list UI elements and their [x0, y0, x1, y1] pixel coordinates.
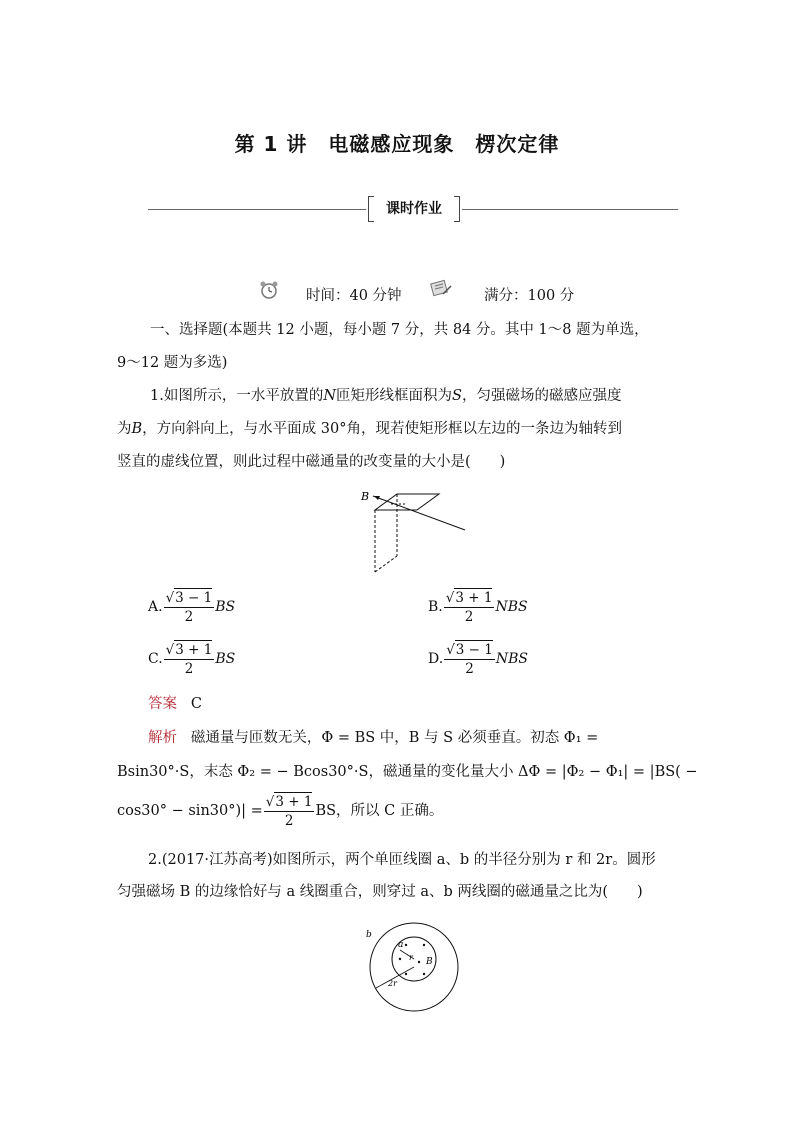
analysis-text: BS，所以 C 正确。 — [315, 803, 444, 819]
option-a-tail: BS — [215, 599, 236, 615]
option-c[interactable] — [148, 640, 235, 678]
analysis-text: 磁通量与匝数无关，Φ = BS 中，B 与 S 必须垂直。初态 Φ₁ = — [190, 730, 599, 746]
alarm-clock-icon — [258, 280, 280, 300]
field-dot — [405, 944, 407, 946]
label-a: a — [398, 940, 404, 950]
q1-line3: 竖直的虚线位置，则此过程中磁通量的改变量的大小是( ) — [117, 454, 506, 470]
field-dot — [423, 944, 425, 946]
option-c-letter: C. — [148, 651, 163, 667]
option-b-letter: B. — [428, 599, 443, 615]
label-r: r — [409, 953, 413, 962]
q2-line2: 匀强磁场 B 的边缘恰好与 a 线圈重合，则穿过 a、b 两线圈的磁通量之比为( ) — [117, 884, 643, 900]
option-d-letter: D. — [428, 651, 444, 667]
label-B: B — [426, 957, 433, 967]
q1-text-part: ，方向斜向上，与水平面成 30°角，现若使矩形框以左边的一条边为轴转到 — [142, 421, 622, 437]
option-b-tail: NBS — [495, 599, 528, 615]
q1-analysis-line3 — [117, 792, 443, 830]
answer-value: C — [190, 696, 202, 712]
field-dot — [405, 973, 407, 975]
option-b[interactable] — [428, 588, 528, 626]
option-a-denominator: 2 — [184, 609, 194, 625]
field-dot — [423, 973, 425, 975]
option-d-numerator: 3 − 1 — [455, 642, 493, 658]
page-title: 第 1 讲 电磁感应现象 楞次定律 — [234, 132, 560, 156]
option-c-numerator: 3 + 1 — [175, 642, 213, 658]
option-c-fraction: $\frac{√3 + 1}{2}$ — [165, 642, 213, 677]
banner-bracket-right — [454, 196, 460, 222]
score-label: 满分：100 分 — [484, 288, 575, 304]
option-b-numerator: 3 + 1 — [455, 590, 493, 606]
analysis-text: cos30° − sin30°)| = — [117, 803, 263, 819]
q1-text-part: 为 — [117, 421, 132, 437]
q1-line2 — [117, 419, 622, 439]
banner-label: 课时作业 — [386, 201, 442, 217]
option-b-fraction: $\frac{√3 + 1}{2}$ — [445, 590, 493, 625]
banner — [368, 196, 460, 222]
analysis-fraction: $\frac{√3 + 1}{2}$ — [265, 794, 313, 829]
q1-text-part: ，匀强磁场的磁感应强度 — [461, 388, 622, 404]
q1-text-part: 匝矩形线框面积为 — [336, 388, 453, 404]
time-label: 时间：40 分钟 — [306, 288, 402, 304]
option-c-denominator: 2 — [184, 661, 194, 677]
option-c-tail: BS — [215, 651, 236, 667]
label-b: b — [366, 930, 372, 940]
field-dot — [418, 961, 420, 963]
frame-vertical-bottom — [375, 556, 397, 572]
q1-line1 — [150, 386, 621, 406]
option-a-numerator: 3 − 1 — [175, 590, 213, 606]
q1-analysis-line2: Bsin30°·S，末态 Φ₂ = − Bcos30°·S，磁通量的变化量大小 ΔΦ = |Φ₂ − Φ₁| = |BS( − — [117, 764, 698, 780]
section-instructions-line2: 9～12 题为多选) — [117, 355, 228, 371]
analysis-fraction-denominator: 2 — [284, 813, 294, 829]
banner-rule-right — [462, 209, 678, 210]
q1-figure-label-B: B — [361, 490, 370, 503]
q1-text-part: 1.如图所示，一水平放置的 — [150, 388, 324, 404]
option-d-tail: NBS — [495, 651, 529, 667]
section-instructions-line1: 一、选择题(本题共 12 小题，每小题 7 分，共 84 分。其中 1～8 题为单选， — [150, 322, 649, 338]
label-2r: 2r — [388, 979, 397, 988]
option-b-denominator: 2 — [464, 609, 474, 625]
q1-var-B: B — [131, 421, 143, 437]
option-a-fraction: $\frac{√3 - 1}{2}$ — [165, 590, 213, 625]
q2-figure — [362, 922, 466, 1012]
frame-horizontal — [375, 494, 439, 510]
exam-paper-icon — [429, 278, 453, 298]
field-dot — [399, 958, 401, 960]
option-d[interactable] — [428, 640, 528, 678]
q1-analysis-line1 — [148, 728, 598, 748]
q1-figure — [355, 488, 470, 576]
q1-answer — [148, 694, 202, 714]
option-d-fraction: $\frac{√3 - 1}{2}$ — [446, 642, 493, 677]
option-d-denominator: 2 — [465, 661, 474, 677]
analysis-fraction-numerator: 3 + 1 — [275, 794, 313, 810]
option-a-letter: A. — [148, 599, 163, 615]
q2-line1: 2.(2017·江苏高考)如图所示，两个单匝线圈 a、b 的半径分别为 r 和 2r。圆形 — [148, 852, 656, 868]
q1-var-N: N — [323, 388, 337, 404]
banner-bracket-left — [368, 196, 374, 222]
answer-label: 答案 — [148, 696, 177, 712]
q1-var-S: S — [452, 388, 462, 404]
option-a[interactable] — [148, 588, 235, 626]
analysis-label: 解析 — [148, 730, 177, 746]
banner-rule-left — [148, 209, 366, 210]
